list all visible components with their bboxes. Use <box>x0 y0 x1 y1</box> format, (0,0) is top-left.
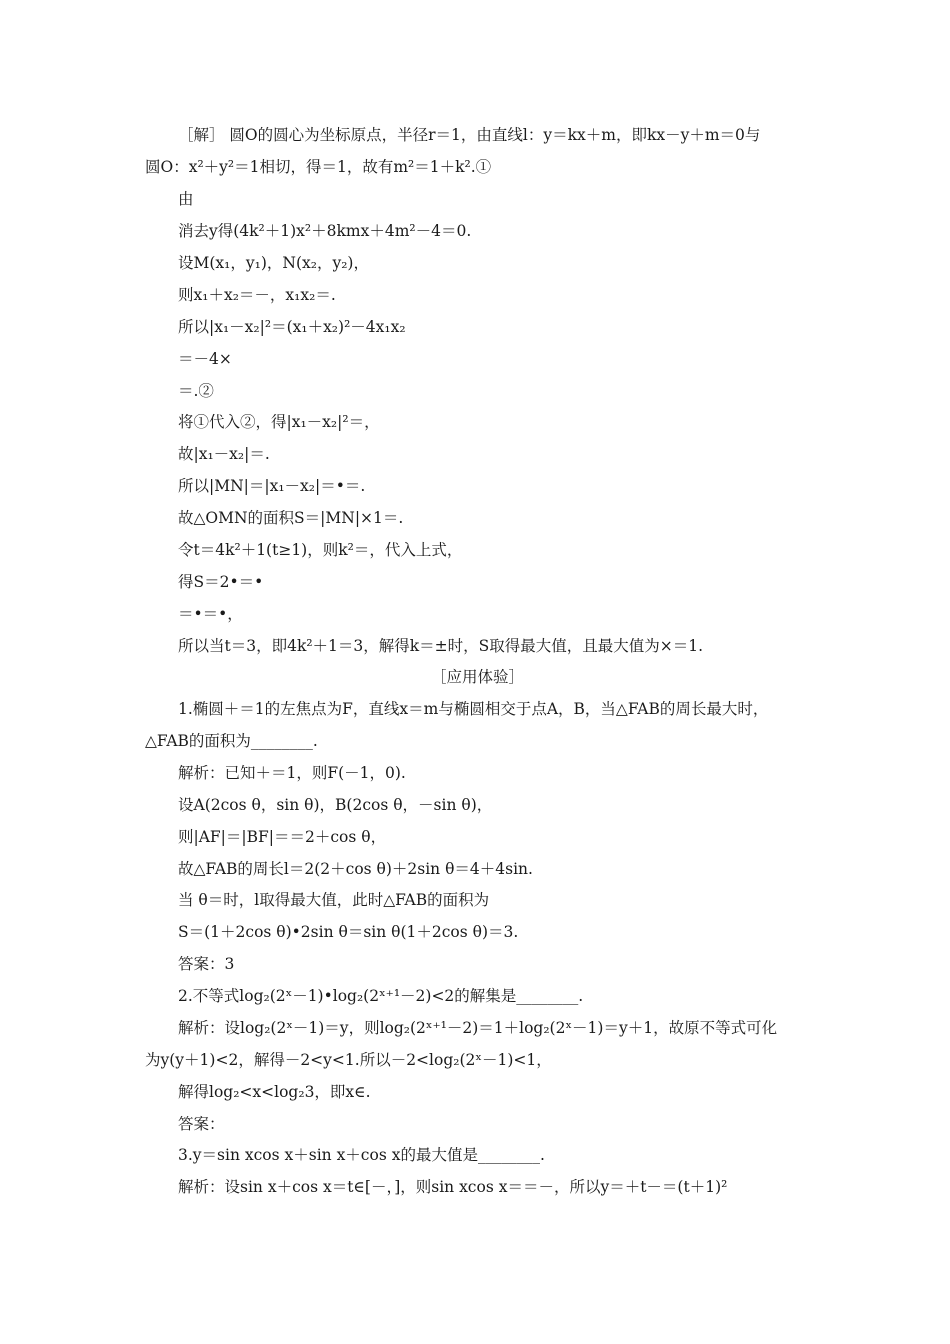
problem-2-line-1: 2.不等式log₂(2ˣ－1)•log₂(2ˣ⁺¹－2)<2的解集是________. <box>178 987 584 1005</box>
problem-2-analysis-1: 解析：设log₂(2ˣ－1)＝y，则log₂(2ˣ⁺¹－2)＝1＋log₂(2ˣ－1)＝y＋1，故原不等式可化 <box>178 1019 778 1037</box>
solution-line-7: 所以|x₁－x₂|²＝(x₁＋x₂)²－4x₁x₂ <box>178 318 406 336</box>
solution-line-3: 由 <box>178 190 194 208</box>
solution-line-17: 所以当t＝3，即4k²＋1＝3，解得k＝±时，S取得最大值，且最大值为×＝1. <box>178 637 704 655</box>
solution-line-11: 故|x₁－x₂|＝. <box>178 445 270 463</box>
problem-2-analysis-3: 解得log₂<x<log₂3，即x∈. <box>178 1083 371 1101</box>
solution-line-16: ＝•＝•， <box>178 605 243 623</box>
solution-line-15: 得S＝2•＝• <box>178 573 264 591</box>
problem-1-line-1: 1.椭圆＋＝1的左焦点为F，直线x＝m与椭圆相交于点A，B，当△FAB的周长最大时， <box>178 700 769 718</box>
problem-1-answer: 答案：3 <box>178 955 235 973</box>
solution-line-13: 故△OMN的面积S＝|MN|×1＝. <box>178 509 404 527</box>
solution-line-12: 所以|MN|＝|x₁－x₂|＝•＝. <box>178 477 366 495</box>
problem-3-analysis-1: 解析：设sin x＋cos x＝t∈[－，]，则sin xcos x＝＝－，所以y＝＋t－＝(t＋1)² <box>178 1178 728 1196</box>
problem-1-line-2: △FAB的面积为________. <box>145 732 318 750</box>
problem-1-analysis-2: 设A(2cos θ，sin θ)，B(2cos θ，－sin θ)， <box>178 796 493 814</box>
problem-1-analysis-3: 则|AF|＝|BF|＝＝2＋cos θ， <box>178 828 387 846</box>
problem-3-line-1: 3.y＝sin xcos x＋sin x＋cos x的最大值是________. <box>178 1146 545 1164</box>
problem-1-analysis-4: 故△FAB的周长l＝2(2＋cos θ)＋2sin θ＝4＋4sin. <box>178 860 533 878</box>
solution-line-14: 令t＝4k²＋1(t≥1)，则k²＝，代入上式， <box>178 541 463 559</box>
problem-2-answer: 答案： <box>178 1115 225 1133</box>
solution-line-5: 设M(x₁，y₁)，N(x₂，y₂)， <box>178 254 369 272</box>
solution-line-2: 圆O：x²＋y²＝1相切，得＝1，故有m²＝1＋k².① <box>145 158 492 176</box>
problem-1-analysis-1: 解析：已知＋＝1，则F(－1，0). <box>178 764 406 782</box>
solution-line-10: 将①代入②，得|x₁－x₂|²＝， <box>178 413 380 431</box>
solution-line-8: ＝－4× <box>178 350 232 368</box>
solution-line-1: ［解］ 圆O的圆心为坐标原点，半径r＝1，由直线l：y＝kx＋m，即kx－y＋m＝0与 <box>178 126 761 144</box>
problem-2-analysis-2: 为y(y＋1)<2，解得－2<y<1.所以－2<log₂(2ˣ－1)<1， <box>145 1051 552 1069</box>
solution-line-4: 消去y得(4k²＋1)x²＋8kmx＋4m²－4＝0. <box>178 222 472 240</box>
solution-line-6: 则x₁＋x₂＝－，x₁x₂＝. <box>178 286 336 304</box>
problem-1-analysis-5: 当 θ＝时，l取得最大值，此时△FAB的面积为 <box>178 891 490 909</box>
problem-1-analysis-6: S＝(1＋2cos θ)•2sin θ＝sin θ(1＋2cos θ)＝3. <box>178 923 519 941</box>
section-heading: ［应用体验］ <box>430 668 524 686</box>
solution-line-9: ＝.② <box>178 382 214 400</box>
